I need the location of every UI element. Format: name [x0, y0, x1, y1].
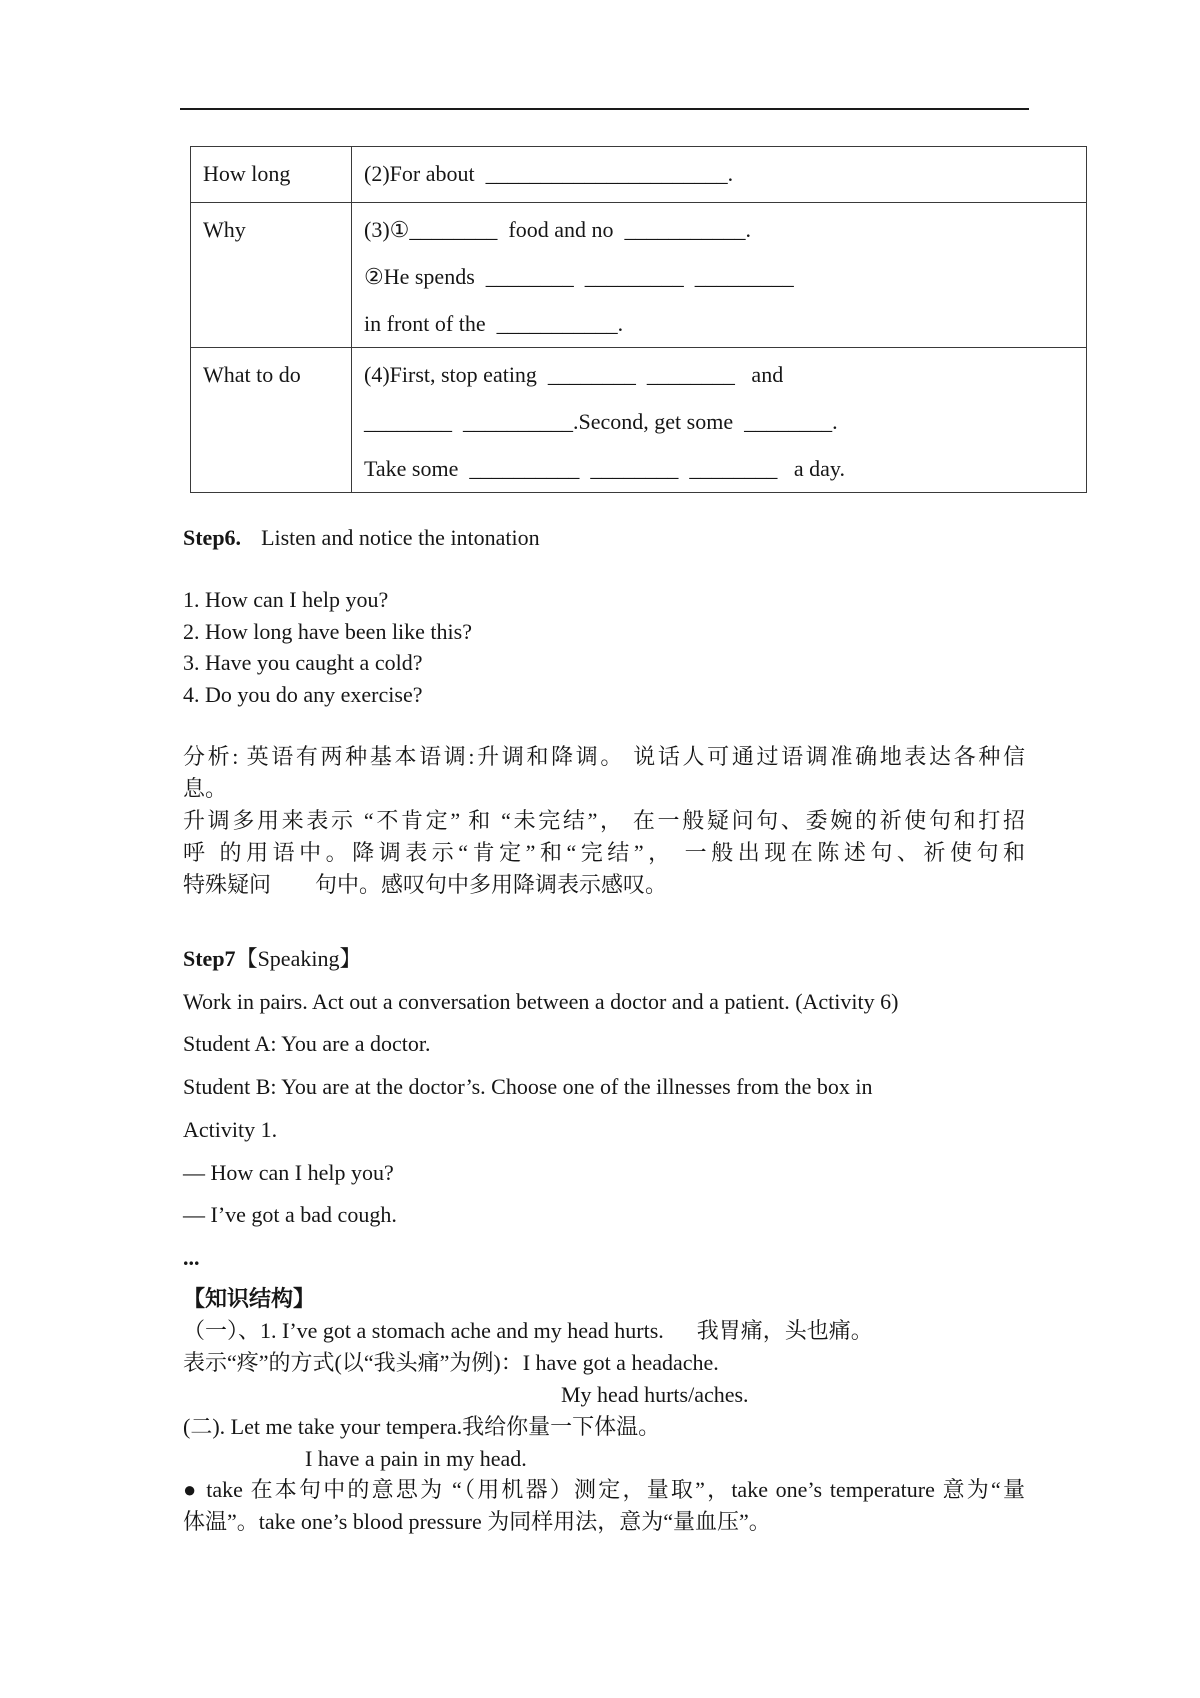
instruction-line: Student A: You are a doctor.	[183, 1031, 431, 1057]
knowledge-line: 体温”。take one’s blood pressure 为同样用法，意为“量血压”。	[183, 1509, 771, 1535]
knowledge-structure	[183, 1283, 1025, 1538]
content-line: (4)First, stop eating ________ ________ and	[364, 362, 784, 387]
knowledge-line: (二). Let me take your tempera.我给你量一下体温。	[183, 1413, 661, 1439]
content-line: ________ __________.Second, get some ________.	[364, 409, 838, 434]
instruction-line: Activity 1.	[183, 1116, 278, 1142]
knowledge-line: 表示“疼”的方式(以“我头痛”为例)：I have got a headache.	[183, 1349, 719, 1375]
step6-title: Listen and notice the intonation	[261, 525, 540, 550]
table-row	[191, 203, 1087, 348]
content-line: (2)For about ______________________.	[364, 161, 734, 186]
table-row	[191, 147, 1087, 203]
row-content	[352, 147, 1087, 203]
dialogue-line: — I’ve got a bad cough.	[183, 1202, 397, 1228]
analysis-line: 特殊疑问 句中。感叹句中多用降调表示感叹。	[183, 872, 668, 897]
list-item: 4. Do you do any exercise?	[183, 681, 423, 707]
row-content	[352, 348, 1087, 493]
step6-heading	[183, 522, 1025, 554]
step7-heading	[183, 938, 1025, 981]
step7-label: Step7	[183, 946, 236, 971]
header-rule	[180, 108, 1029, 110]
knowledge-line: （一）、1. I’ve got a stomach ache and my head hurts. 我胃痛，头也痛。	[183, 1317, 873, 1343]
knowledge-line: I have a pain in my head.	[305, 1445, 527, 1471]
intonation-sentence-list	[183, 584, 1025, 710]
content-line: (3)①________ food and no ___________.	[364, 217, 751, 242]
list-item: 1. How can I help you?	[183, 587, 389, 612]
step6-label: Step6.	[183, 525, 242, 550]
row-label: How long	[191, 147, 352, 203]
analysis-line: 升调多用来表示 “不肯定” 和 “未完结”， 在一般疑问句、委婉的祈使句和打招	[183, 808, 1025, 833]
instruction-line: Student B: You are at the doctor’s. Choose one of the illnesses from the box in	[183, 1074, 873, 1100]
instruction-line: Work in pairs. Act out a conversation between a doctor and a patient. (Activity 6)	[183, 988, 899, 1014]
row-label: What to do	[191, 348, 352, 493]
content-line: ②He spends ________ _________ _________	[364, 264, 794, 289]
content-line: Take some __________ ________ ________ a day.	[364, 456, 845, 481]
analysis-line: 呼 的用语中。降调表示“肯定”和“完结”， 一般出现在陈述句、祈使句和	[183, 840, 1025, 865]
row-content	[352, 203, 1087, 348]
step7-section	[183, 938, 1025, 1280]
knowledge-line: ● take 在本句中的意思为 “（用机器）测定，量取”，take one’s temperature 意为“量	[183, 1477, 1025, 1503]
intonation-analysis	[183, 741, 1025, 901]
list-item: 2. How long have been like this?	[183, 618, 472, 644]
ellipsis: ...	[183, 1244, 200, 1270]
fill-in-table	[190, 146, 1087, 493]
row-label: Why	[191, 203, 352, 348]
analysis-line: 分析: 英语有两种基本语调:升调和降调。 说话人可通过语调准确地表达各种信	[183, 744, 1025, 769]
list-item: 3. Have you caught a cold?	[183, 650, 423, 676]
dialogue-line: — How can I help you?	[183, 1159, 394, 1185]
content-line: in front of the ___________.	[364, 311, 624, 336]
analysis-line: 息。	[183, 776, 228, 801]
knowledge-title: 【知识结构】	[183, 1286, 316, 1311]
step7-title: 【Speaking】	[235, 946, 362, 971]
table-row	[191, 348, 1087, 493]
knowledge-line: My head hurts/aches.	[561, 1381, 749, 1407]
